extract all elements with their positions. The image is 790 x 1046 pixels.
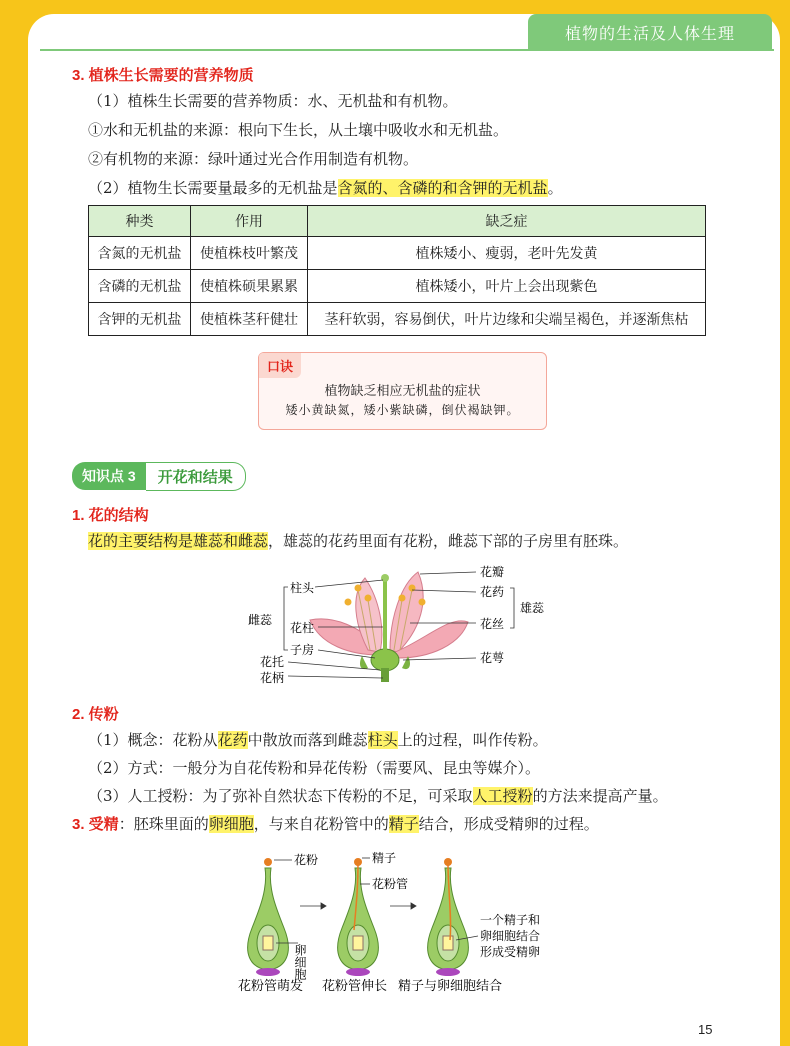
- label-stamen: 雄蕊: [520, 601, 545, 615]
- fertilization-highlight: 精子: [388, 815, 419, 833]
- line4-prefix: （2）植物生长需要量最多的无机盐是: [88, 179, 338, 197]
- caption-stage-1: 花粉管萌发: [238, 978, 304, 993]
- pollination-highlight: 花药: [217, 731, 248, 749]
- label-receptacle: 花托: [260, 655, 285, 669]
- pistil-stage-1: [248, 858, 289, 976]
- label-egg-cell: 卵细胞: [293, 944, 307, 980]
- line4-suffix: 。: [547, 179, 563, 197]
- pistil-stage-3: [428, 858, 469, 976]
- deficiency-table: [88, 205, 706, 336]
- table-row: [89, 270, 706, 303]
- table-cell: 使植株茎秆健壮: [191, 303, 308, 336]
- label-anther: 花药: [480, 585, 505, 599]
- mnemonic-title: 植物缺乏相应无机盐的症状: [324, 383, 481, 398]
- table-header: 种类: [89, 206, 191, 237]
- fertilization-text: 结合，形成受精卵的过程。: [418, 815, 599, 833]
- knowledge-point-header: [72, 463, 246, 489]
- pollination-text: 上的过程，叫作传粉。: [397, 731, 548, 749]
- label-pollen-tube: 花粉管: [372, 877, 409, 891]
- label-result-1: 一个精子和: [480, 913, 541, 927]
- page-number: 15: [698, 1022, 713, 1037]
- fertilization-highlight: 卵细胞: [208, 815, 254, 833]
- caption-stage-2: 花粉管伸长: [322, 978, 388, 993]
- section-title-flower: 1. 花的结构: [72, 507, 149, 524]
- table-header: 作用: [191, 206, 308, 237]
- table-cell: 含磷的无机盐: [89, 270, 191, 303]
- section-title-pollination: 2. 传粉: [72, 706, 119, 723]
- fertilization-diagram: [230, 848, 560, 998]
- section-title-fertilization: 3. 受精: [72, 816, 119, 833]
- label-sperm: 精子: [372, 851, 397, 865]
- label-pedicel: 花柄: [260, 671, 285, 685]
- label-stigma: 柱头: [290, 581, 315, 595]
- label-style: 花柱: [290, 621, 315, 635]
- section-title-nutrients: 3. 植株生长需要的营养物质: [72, 67, 254, 84]
- nutrients-line-4: [88, 179, 563, 197]
- knowledge-point-name: 开花和结果: [146, 462, 246, 491]
- table-cell: 使植株枝叶繁茂: [191, 237, 308, 270]
- mnemonic-tag: 口诀: [259, 353, 301, 378]
- table-row: [89, 237, 706, 270]
- caption-stage-3: 精子与卵细胞结合: [398, 978, 503, 993]
- flower-diagram: [240, 560, 570, 690]
- nutrients-line-3: ②有机物的来源：绿叶通过光合作用制造有机物。: [88, 150, 419, 168]
- table-header: 缺乏症: [308, 206, 706, 237]
- pollination-text: 中散放而落到雌蕊: [247, 731, 368, 749]
- chapter-tab: 植物的生活及人体生理: [528, 14, 772, 50]
- label-result-2: 卵细胞结合: [480, 929, 541, 943]
- table-cell: 茎秆软弱，容易倒伏，叶片边缘和尖端呈褐色，并逐渐焦枯: [308, 303, 706, 336]
- pistil-stage-2: [338, 858, 379, 976]
- fertilization-line: [72, 815, 599, 834]
- table-header-row: [89, 206, 706, 237]
- label-petal: 花瓣: [480, 565, 505, 579]
- label-result-3: 形成受精卵: [480, 945, 541, 959]
- table-cell: 含氮的无机盐: [89, 237, 191, 270]
- table-cell: 含钾的无机盐: [89, 303, 191, 336]
- mnemonic-body: 矮小黄缺氮，矮小紫缺磷，倒伏褐缺钾。: [285, 403, 520, 417]
- flower-text: [88, 532, 628, 550]
- nutrients-line-2: ①水和无机盐的来源：根向下生长，从土壤中吸收水和无机盐。: [88, 121, 509, 139]
- label-filament: 花丝: [480, 617, 505, 631]
- label-sepal: 花萼: [480, 651, 505, 665]
- line4-highlight: 含氮的、含磷的和含钾的无机盐: [337, 179, 548, 197]
- knowledge-point-badge: 知识点 3: [72, 462, 146, 490]
- table-cell: 使植株硕果累累: [191, 270, 308, 303]
- pollination-line-3: [88, 787, 668, 805]
- table-cell: 植株矮小、瘦弱，老叶先发黄: [308, 237, 706, 270]
- label-pollen: 花粉: [294, 853, 319, 867]
- fertilization-text: ：胚珠里面的: [118, 815, 209, 833]
- label-ovary: 子房: [290, 643, 315, 657]
- table-row: [89, 303, 706, 336]
- fertilization-text: ，与来自花粉管中的: [253, 815, 389, 833]
- nutrients-line-1: （1）植株生长需要的营养物质：水、无机盐和有机物。: [88, 92, 458, 110]
- flower-text-highlight: 花的主要结构是雄蕊和雌蕊: [88, 532, 269, 550]
- pollination-text: 的方法来提高产量。: [532, 787, 668, 805]
- table-cell: 植株矮小，叶片上会出现紫色: [308, 270, 706, 303]
- mnemonic-box: [258, 352, 547, 430]
- label-pistil: 雌蕊: [248, 613, 273, 627]
- flower-text-rest: ，雄蕊的花药里面有花粉，雌蕊下部的子房里有胚珠。: [268, 532, 629, 550]
- pollination-line-1: [88, 731, 548, 749]
- pollination-text: （3）人工授粉：为了弥补自然状态下传粉的不足，可采取: [88, 787, 473, 805]
- header-rule: [40, 49, 774, 51]
- pollination-highlight: 柱头: [367, 731, 398, 749]
- pollination-highlight: 人工授粉: [472, 787, 533, 805]
- pollination-line-2: （2）方式：一般分为自花传粉和异花传粉（需要风、昆虫等媒介）。: [88, 759, 541, 777]
- pollination-text: （1）概念：花粉从: [88, 731, 218, 749]
